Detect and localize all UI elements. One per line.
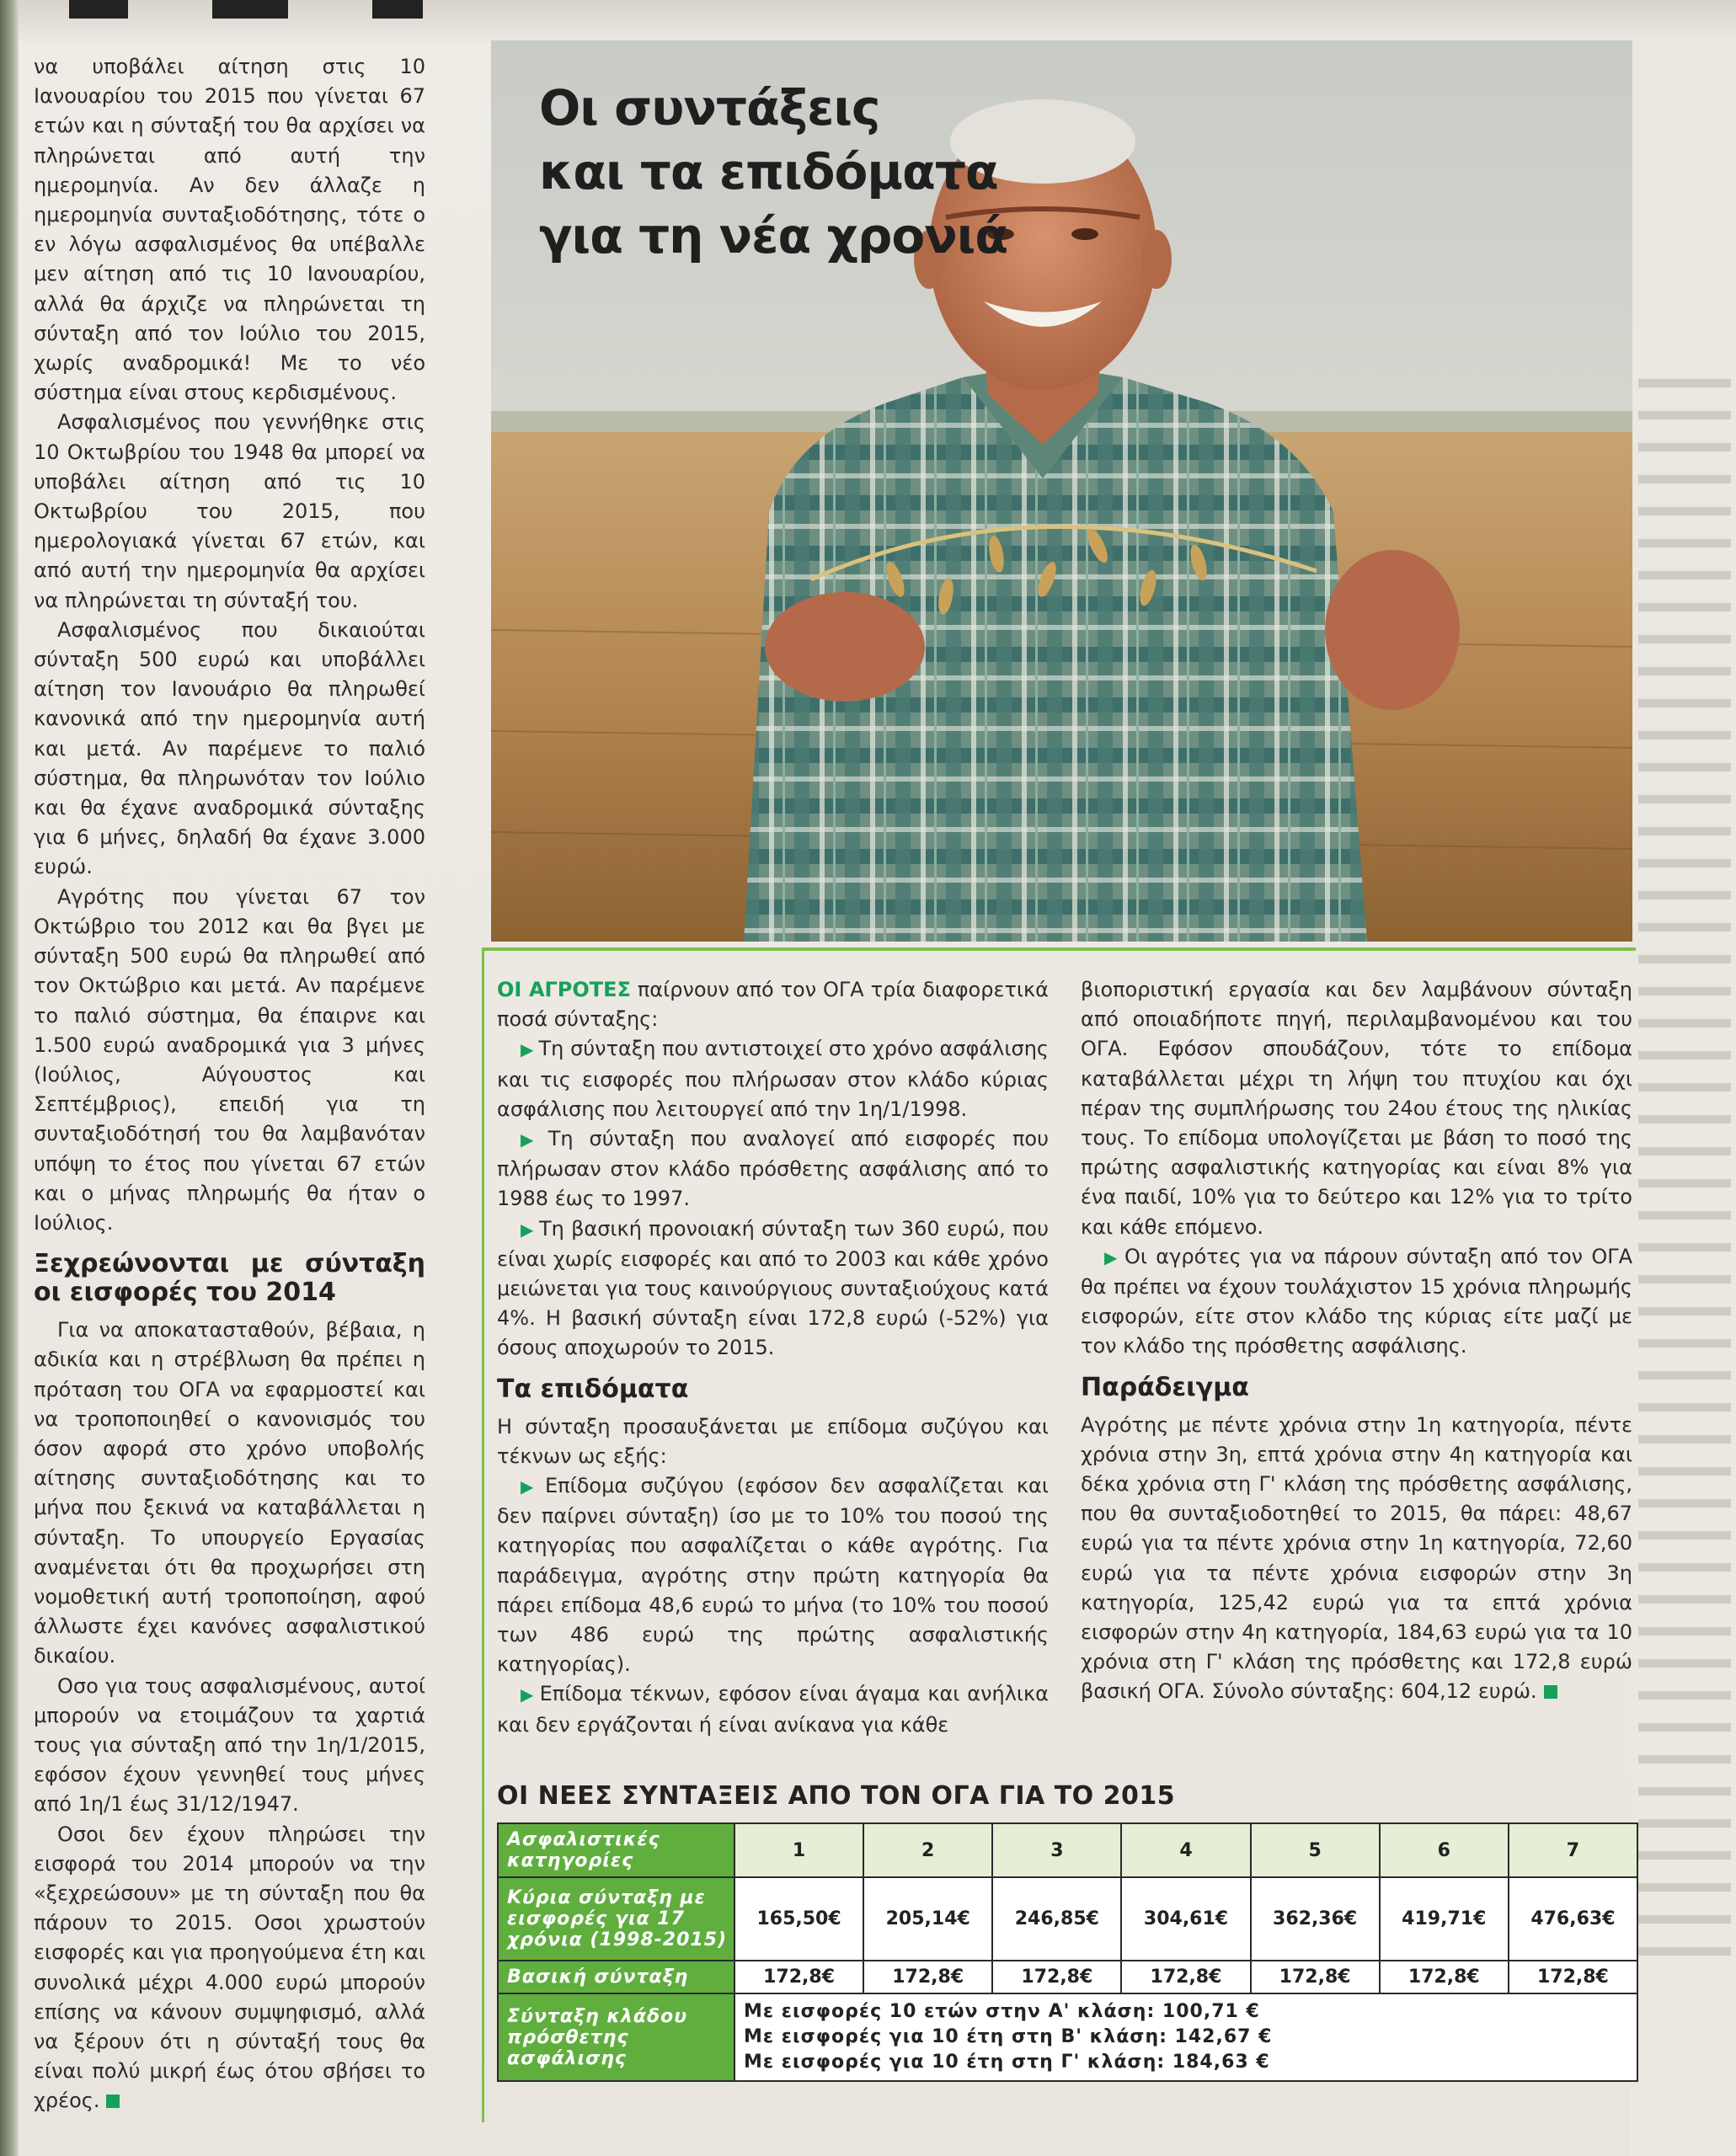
bullet-triangle-icon: ▶	[521, 1219, 534, 1240]
middle-bullet-2	[497, 1124, 1049, 1214]
middle-bullet-5-text: Επίδομα τέκνων, εφόσον είναι άγαμα και ανήλικα και δεν εργάζονται ή είναι ανίκανα για κάθε	[497, 1682, 1049, 1737]
row-label-additional-pension: Σύνταξη κλάδου πρόσθετης ασφάλισης	[498, 1993, 734, 2081]
left-paragraph-5: Για να αποκατασταθούν, βέβαια, η αδικία και η στρέβλωση θα πρέπει η πρόταση του ΟΓΑ να εφαρμοστεί και να τροποποιηθεί ο κανονισμός του όσον αφορά στο χρόνο υποβολής αίτησης συνταξιοδότησης και το μήνα που ξεκινά να καταβάλλεται η σύνταξη. Το υπουργείο Εργασίας αναμένεται ότι θα προχωρήσει στη νομοθετική αυτή τροποποίηση, αφού άλλωστε έχει κανόνες ασφαλιστικού δικαίου.	[34, 1318, 425, 1668]
middle-bullet-1	[497, 1034, 1049, 1124]
headline-line-2: και τα επιδόματα	[539, 143, 998, 200]
right-paragraph-2-text: Αγρότης με πέντε χρόνια στην 1η κατηγορία, πέντε χρόνια στην 3η, επτά χρόνια στην 4η κατηγορία και δέκα χρόνια στη Γ' κλάση της πρόσθετης ασφάλισης, που θα συνταξιοδοτηθεί το 2015, θα πάρει: 48,67 ευρώ για τα πέντε χρόνια στην 1η κατηγορία, 72,60 ευρώ για τα πέντε χρόνια εισφορών στην 3η κατηγορία, 125,42 ευρώ για τα επτά χρόνια εισφορών στην 4η κατηγορία, 184,63 ευρώ για τα 10 χρόνια στη Γ' κλάση της πρόσθετης και 172,8 ευρώ βασική ΟΓΑ. Σύνολο σύνταξης: 604,12 ευρώ.	[1081, 1412, 1632, 1704]
additional-line-2: Με εισφορές για 10 έτη στη Β' κλάση: 142,67 €	[744, 2026, 1273, 2047]
right-column	[1081, 975, 1632, 1707]
table-row-additional-pension	[498, 1993, 1637, 2081]
main-pension-cell: 246,85€	[992, 1877, 1121, 1961]
middle-bullet-4	[497, 1471, 1049, 1679]
bullet-triangle-icon: ▶	[521, 1684, 535, 1705]
main-pension-cell: 476,63€	[1509, 1877, 1637, 1961]
row-label-main-pension: Κύρια σύνταξη με εισφορές για 17 χρόνια (1998-2015)	[498, 1877, 734, 1961]
left-paragraph-7-text: Οσοι δεν έχουν πληρώσει την εισφορά του 2014 μπορούν να την «ξεχρεώσουν» με τη σύνταξη που θα πάρουν το 2015. Οσοι χρωστούν εισφορές και για προηγούμενα έτη και συνολικά μέχρι 4.000 ευρώ μπορούν επίσης να κάνουν συμψηφισμό, αλλά να ξέρουν ότι η σύνταξή τους θα είναι πολύ μικρή έως ότου σβήσει το χρέος.	[34, 1822, 425, 2113]
main-pension-cell: 205,14€	[863, 1877, 992, 1961]
row-label-basic-pension: Βασική σύνταξη	[498, 1961, 734, 1993]
table-row-main-pension	[498, 1877, 1637, 1961]
end-mark-icon	[106, 2095, 120, 2108]
left-paragraph-6: Οσο για τους ασφαλισμένους, αυτοί μπορούν να ετοιμάζουν τα χαρτιά τους για σύνταξη από την 1η/1/2015, εφόσον έχουν γεννηθεί τους μήνες από 1η/1 έως 31/12/1947.	[34, 1673, 425, 1817]
headline-line-1: Οι συντάξεις	[539, 79, 880, 136]
middle-intro-text: παίρνουν από τον ΟΓΑ τρία διαφορετικά ποσά σύνταξης:	[497, 978, 1049, 1032]
main-pension-cell: 165,50€	[734, 1877, 863, 1961]
left-paragraph-1: να υποβάλει αίτηση στις 10 Ιανουαρίου του 2015 που γίνεται 67 ετών και η σύνταξή του θα αρχίσει να πληρώνεται από αυτή την ημερομηνία. Αν δεν άλλαζε η ημερομηνία συνταξιοδότησης, τότε ο εν λόγω ασφαλισμένος θα υπέβαλλε μεν αίτηση από τις 10 Ιανουαρίου, αλλά θα άρχιζε να πληρώνεται τη σύνταξη από τον Ιούλιο του 2015, χωρίς αναδρομικά! Με το νέο σύστημα είναι στους κερδισμένους.	[34, 55, 425, 405]
category-cell: 7	[1509, 1823, 1637, 1877]
main-pension-cell: 304,61€	[1121, 1877, 1250, 1961]
right-bullet-1	[1081, 1242, 1632, 1362]
left-page-edge	[0, 0, 19, 2156]
additional-line-1: Με εισφορές 10 ετών στην Α' κλάση: 100,71 €	[744, 2001, 1260, 2022]
left-subheading: Ξεχρεώνονται με σύνταξη οι εισφορές του 2014	[34, 1249, 425, 1308]
bullet-triangle-icon: ▶	[521, 1039, 534, 1060]
middle-bullet-4-text: Επίδομα συζύγου (εφόσον δεν ασφαλίζεται και δεν παίρνει σύνταξη) ίσο με το 10% του ποσού της κατηγορίας που ασφαλίζεται ο κάθε αγρότης. Για παράδειγμα, αγρότης στην πρώτη κατηγορία θα πάρει επίδομα 48,6 ευρώ το μήνα (το 10% του ποσού των 486 ευρώ της πρώτης ασφαλιστικής κατηγορίας).	[497, 1474, 1050, 1677]
basic-pension-cell: 172,8€	[1509, 1961, 1637, 1993]
table-row-categories	[498, 1823, 1637, 1877]
middle-intro	[497, 975, 1049, 1034]
right-paragraph-1: βιοποριστική εργασία και δεν λαμβάνουν σύνταξη από οποιαδήποτε πηγή, περιλαμβανομένου και του ΟΓΑ. Εφόσον σπουδάζουν, τότε το επίδομα καταβάλλεται μέχρι τη λήψη του πτυχίου και όχι πέραν της συμπλήρωσης του 24ου έτους της ηλικίας τους. Το επίδομα υπολογίζεται με βάση το ποσό της πρώτης ασφαλιστικής κατηγορίας και είναι 8% για ένα παιδί, 10% για το δεύτερο και 12% για το τρίτο και κάθε επόμενο.	[1081, 978, 1632, 1239]
headline	[539, 76, 1044, 268]
category-cell: 4	[1121, 1823, 1250, 1877]
adjacent-page-bleed	[1630, 42, 1736, 2156]
row-label-categories: Ασφαλιστικές κατηγορίες	[498, 1823, 734, 1877]
bullet-triangle-icon: ▶	[521, 1129, 543, 1150]
middle-bullet-3	[497, 1214, 1049, 1364]
table-row-basic-pension	[498, 1961, 1637, 1993]
bullet-triangle-icon: ▶	[521, 1476, 541, 1497]
middle-subheading: Τα επιδόματα	[497, 1374, 689, 1404]
left-paragraph-4: Αγρότης που γίνεται 67 τον Οκτώβριο του 2012 και θα βγει με σύνταξη 500 ευρώ θα πληρωθεί από τον Οκτώβριο και μετά. Αν παρέμενε το παλιό σύστημα, θα έπαιρνε και 1.500 ευρώ αναδρομικά για 3 μήνες (Ιούλιος, Αύγουστος και Σεπτέμβριος), επειδή για τη συνταξιοδότησή του θα λαμβανόταν υπόψη το έτος που γίνεται 67 ετών και ο μήνας πληρωμής θα ήταν ο Ιούλιος.	[34, 884, 425, 1235]
additional-line-3: Με εισφορές για 10 έτη στη Γ' κλάση: 184,63 €	[744, 2052, 1270, 2073]
end-mark-icon	[1544, 1685, 1557, 1699]
headline-line-3: για τη νέα χρονιά	[539, 207, 1008, 264]
table-title: ΟΙ ΝΕΕΣ ΣΥΝΤΑΞΕΙΣ ΑΠΟ ΤΟΝ ΟΓΑ ΓΙΑ ΤΟ 2015	[497, 1781, 1176, 1811]
middle-bullet-3-text: Τη βασική προνοιακή σύνταξη των 360 ευρώ, που είναι χωρίς εισφορές και από το 2003 και κάθε χρόνο μειώνεται για τους καινούργιους συνταξιούχους κατά 4%. Η βασική σύνταξη είναι 172,8 ευρώ (-52%) για όσους αποχωρούν το 2015.	[497, 1216, 1049, 1360]
category-cell: 5	[1251, 1823, 1380, 1877]
pension-table-block	[497, 1781, 1638, 2082]
basic-pension-cell: 172,8€	[1121, 1961, 1250, 1993]
basic-pension-cell: 172,8€	[1380, 1961, 1509, 1993]
additional-pension-cell	[734, 1993, 1637, 2081]
middle-bullet-5	[497, 1679, 1049, 1739]
category-cell: 6	[1380, 1823, 1509, 1877]
bullet-triangle-icon: ▶	[1104, 1246, 1120, 1267]
category-cell: 3	[992, 1823, 1121, 1877]
right-bullet-1-text: Οι αγρότες για να πάρουν σύνταξη από τον ΟΓΑ θα πρέπει να έχουν τουλάχιστον 15 χρόνια πληρωμής εισφορών, είτε στον κλάδο της κύριας είτε μαζί με τον κλάδο της πρόσθετης ασφάλισης.	[1081, 1244, 1632, 1358]
green-top-rule	[482, 947, 1636, 951]
basic-pension-cell: 172,8€	[992, 1961, 1121, 1993]
left-paragraph-3: Ασφαλισμένος που δικαιούται σύνταξη 500 ευρώ και υποβάλλει αίτηση τον Ιανουάριο θα πληρωθεί κανονικά από την ημερομηνία αυτή και μετά. Αν παρέμενε το παλιό σύστημα, θα πληρωνόταν τον Ιούλιο και θα έχανε αναδρομικά σύνταξης για 6 μήνες, δηλαδή θα έχανε 3.000 ευρώ.	[34, 617, 425, 879]
pension-table	[497, 1822, 1638, 2082]
middle-bullet-1-text: Τη σύνταξη που αντιστοιχεί στο χρόνο ασφάλισης και τις εισφορές που πλήρωσαν στον κλάδο κύριας ασφάλισης που λειτουργεί από την 1η/1/1998.	[497, 1037, 1050, 1121]
category-cell: 2	[863, 1823, 992, 1877]
green-side-rule	[482, 947, 484, 2122]
right-paragraph-2	[1081, 1411, 1632, 1707]
lead-word: ΟΙ ΑΓΡΟΤΕΣ	[497, 978, 631, 1001]
category-cell: 1	[734, 1823, 863, 1877]
top-strip	[19, 0, 1736, 42]
left-paragraph-7	[34, 1820, 425, 2116]
middle-paragraph-1: Η σύνταξη προσαυξάνεται με επίδομα συζύγου και τέκνων ως εξής:	[497, 1414, 1049, 1468]
basic-pension-cell: 172,8€	[863, 1961, 992, 1993]
left-column	[34, 52, 425, 2116]
main-pension-cell: 419,71€	[1380, 1877, 1509, 1961]
right-subheading: Παράδειγμα	[1081, 1372, 1249, 1402]
middle-bullet-2-text: Τη σύνταξη που αναλογεί από εισφορές που πλήρωσαν στον κλάδο πρόσθετης ασφάλισης από το 1988 έως το 1997.	[497, 1127, 1049, 1211]
main-pension-cell: 362,36€	[1251, 1877, 1380, 1961]
middle-column	[497, 975, 1049, 1740]
left-paragraph-2: Ασφαλισμένος που γεννήθηκε στις 10 Οκτωβρίου του 1948 θα μπορεί να υποβάλει αίτηση από τις 10 Οκτωβρίου του 2015, που ημερολογιακά γίνεται 67 ετών, και από αυτή την ημερομηνία θα αρχίσει να πληρώνεται τη σύνταξή του.	[34, 410, 425, 612]
basic-pension-cell: 172,8€	[734, 1961, 863, 1993]
basic-pension-cell: 172,8€	[1251, 1961, 1380, 1993]
